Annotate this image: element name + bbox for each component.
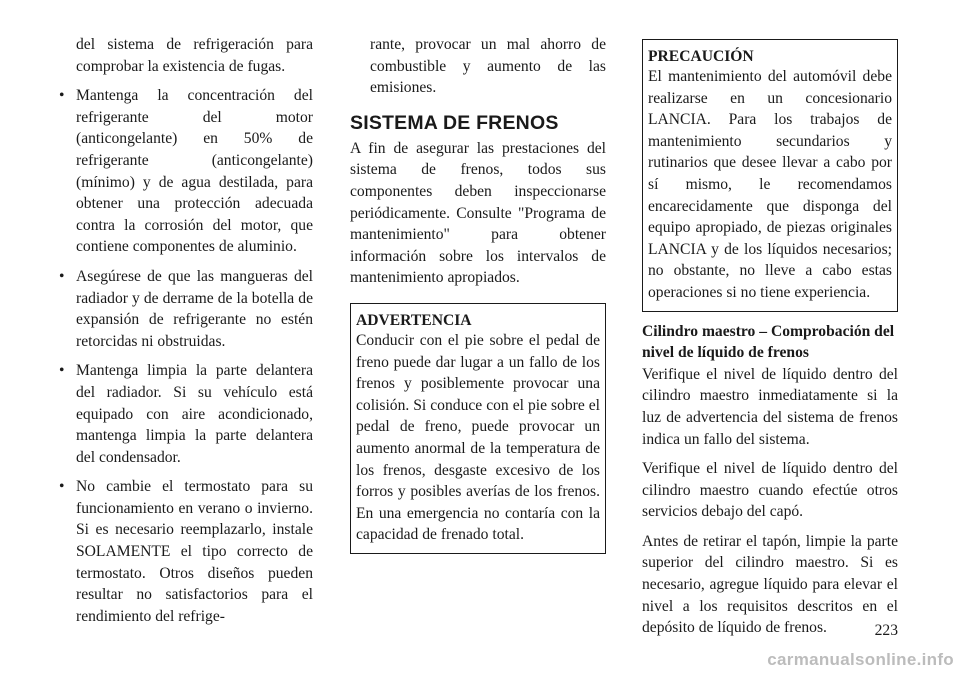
column-left <box>56 34 313 635</box>
intro-paragraph: A fin de asegurar las prestaciones del sistema de frenos, todos sus componentes deben inspeccionarse periódicamente. Consulte "Programa de mantenimiento" para obtener información sobre los intervalos de mantenimiento apropiados. <box>350 139 606 287</box>
caution-text: El mantenimiento del automóvil debe realizarse en un concesionario LANCIA. Para los trabajos de mantenimiento secundarios y rutinarios que desee llevar a cabo por sí mismo, le recomendamos encarecidamente que disponga del equipo apropiado, de piezas originales LANCIA y de los líquidos necesarios; no obstante, no lleve a cabo estas operaciones si no tiene experiencia. <box>648 68 892 301</box>
paragraph: Verifique el nivel de líquido dentro del cilindro maestro cuando efectúe otros servicios debajo del capó. <box>642 460 898 521</box>
list-item: • No cambie el termostato para su funcionamiento en verano o invierno. Si es necesario reemplazarlo, instale SOLAMENTE el tipo correcto de termostato. Otros diseños pueden resultar no satisfactorios para el rendimiento del refrige- <box>56 476 313 627</box>
section-heading: SISTEMA DE FRENOS <box>350 111 559 134</box>
continuation-text: del sistema de refrigeración para comprobar la existencia de fugas. <box>76 36 313 75</box>
list-item: • Asegúrese de que las mangueras del radiador y de derrame de la botella de expansión de refrigerante no estén retorcidas ni obstruidas. <box>56 266 313 352</box>
watermark: carmanualsonline.info <box>767 650 954 669</box>
cooling-tips-list <box>56 85 313 627</box>
warning-title: ADVERTENCIA <box>356 311 472 329</box>
column-right <box>642 34 898 647</box>
column-middle <box>350 34 606 554</box>
paragraph: Antes de retirar el tapón, limpie la parte superior del cilindro maestro. Si es necesario, agregue líquido para elevar el nivel a los requisitos descritos en el depósito de líquido de frenos. <box>642 532 898 637</box>
subsection-heading: Cilindro maestro – Comprobación del nivel de líquido de frenos <box>642 322 895 362</box>
list-item: • Mantenga limpia la parte delantera del radiador. Si su vehículo está equipado con aire acondicionado, mantenga limpia la parte delantera del condensador. <box>56 360 313 468</box>
continuation-text: rante, provocar un mal ahorro de combustible y aumento de las emisiones. <box>370 36 606 97</box>
paragraph: Verifique el nivel de líquido dentro del cilindro maestro inmediatamente si la luz de advertencia del sistema de frenos indica un fallo del sistema. <box>642 365 898 448</box>
caution-title: PRECAUCIÓN <box>648 48 754 65</box>
page-number: 223 <box>874 622 898 639</box>
warning-box <box>350 303 606 554</box>
list-item: • Mantenga la concentración del refrigerante del motor (anticongelante) en 50% de refrigerante (anticongelante) (mínimo) y de agua destilada, para obtener una protección adecuada contra la corrosión del motor, que contiene componentes de aluminio. <box>56 85 313 258</box>
warning-text: Conducir con el pie sobre el pedal de freno puede dar lugar a un fallo de los frenos y posiblemente provocar una colisión. Si conduce con el pie sobre el pedal de freno, puede provocar un aumento anormal de la temperatura de los frenos, desgaste excesivo de los forros y posibles averías de los frenos. En una emergencia no contaría con la capacidad de frenado total. <box>356 331 600 544</box>
caution-box <box>642 39 898 312</box>
